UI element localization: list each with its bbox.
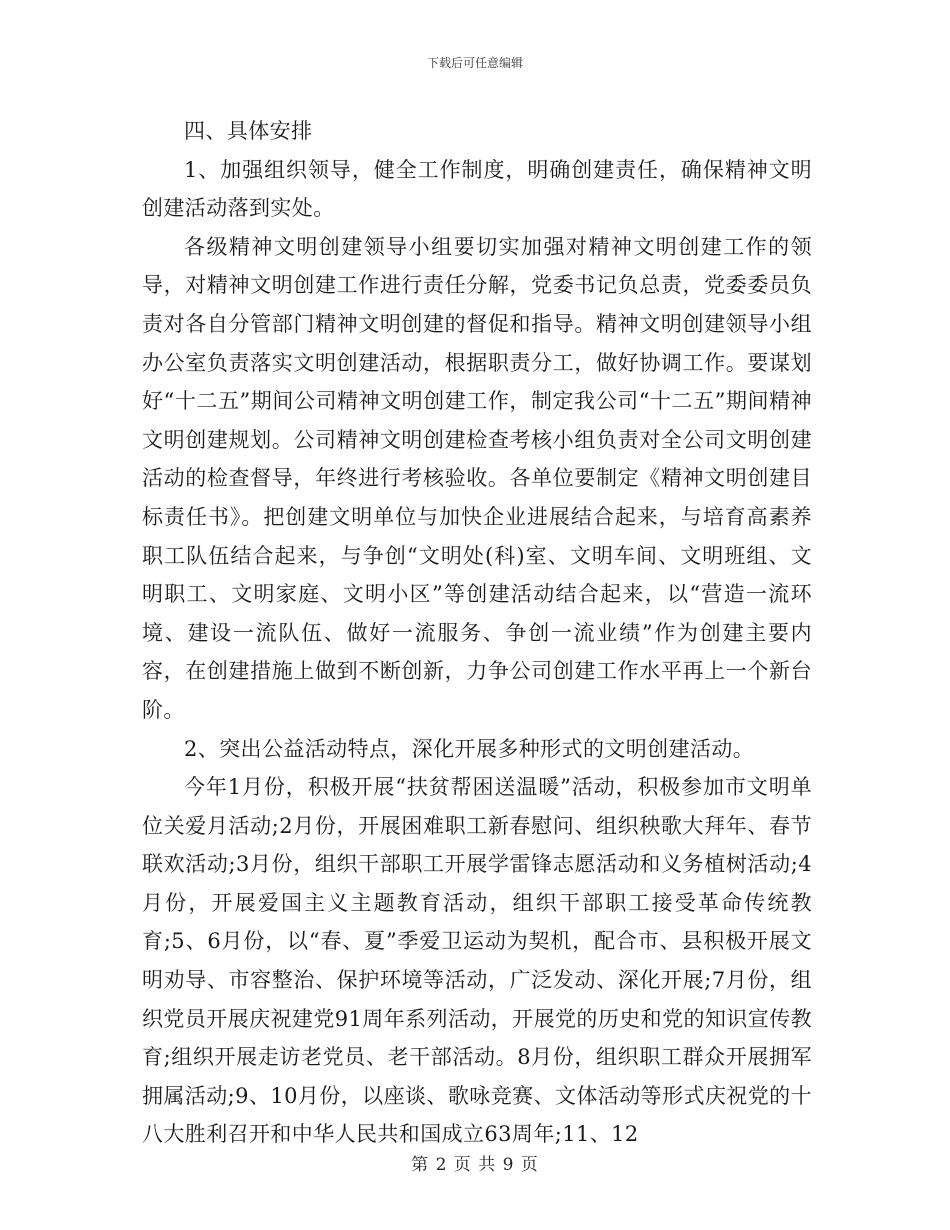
item2-paragraph: 今年1月份，积极开展“扶贫帮困送温暖”活动，积极参加市文明单位关爱月活动;2月份，开展困难职工新春慰问、组织秧歌大拜年、春节联欢活动;3月份，组织干部职工开展学雷锋志愿活动和义务植树活动;4月份，开展爱国主义主题教育活动，组织干部职工接受革命传统教育;5、6月份，以“春、夏”季爱卫运动为契机，配合市、县积极开展文明劝导、市容整治、保护环境等活动，广泛发动、深化开展;7月份，组织党员开展庆祝建党91周年系列活动，开展党的历史和党的知识宣传教育;组织开展走访老党员、老干部活动。8月份，组织职工群众开展拥军拥属活动;9、10月份，以座谈、歌咏竞赛、文体活动等形式庆祝党的十八大胜利召开和中华人民共和国成立63周年;11、12 bbox=[142, 775, 812, 1147]
item1-title: 1、加强组织领导，健全工作制度，明确创建责任，确保精神文明创建活动落到实处。 bbox=[142, 157, 812, 221]
page-header-note: 下载后可任意编辑 bbox=[426, 56, 523, 70]
section-heading: 四、具体安排 bbox=[184, 119, 313, 143]
page-number: 第 2 页 共 9 页 bbox=[411, 1155, 539, 1175]
document-body bbox=[142, 112, 812, 1154]
item2-title: 2、突出公益活动特点，深化开展多种形式的文明创建活动。 bbox=[184, 736, 755, 761]
item1-paragraph: 各级精神文明创建领导小组要切实加强对精神文明创建工作的领导，对精神文明创建工作进行责任分解，党委书记负总责，党委委员负责对各自分管部门精神文明创建的督促和指导。精神文明创建领导小组办公室负责落实文明创建活动，根据职责分工，做好协调工作。要谋划好“十二五”期间公司精神文明创建工作，制定我公司“十二五”期间精神文明创建规划。公司精神文明创建检查考核小组负责对全公司文明创建活动的检查督导，年终进行考核验收。各单位要制定《精神文明创建目标责任书》。把创建文明单位与加快企业进展结合起来，与培育高素养职工队伍结合起来，与争创“文明处(科)室、文明车间、文明班组、文明职工、文明家庭、文明小区”等创建活动结合起来，以“营造一流环境、建设一流队伍、做好一流服务、争创一流业绩”作为创建主要内容，在创建措施上做到不断创新，力争公司创建工作水平再上一个新台阶。 bbox=[142, 234, 812, 722]
